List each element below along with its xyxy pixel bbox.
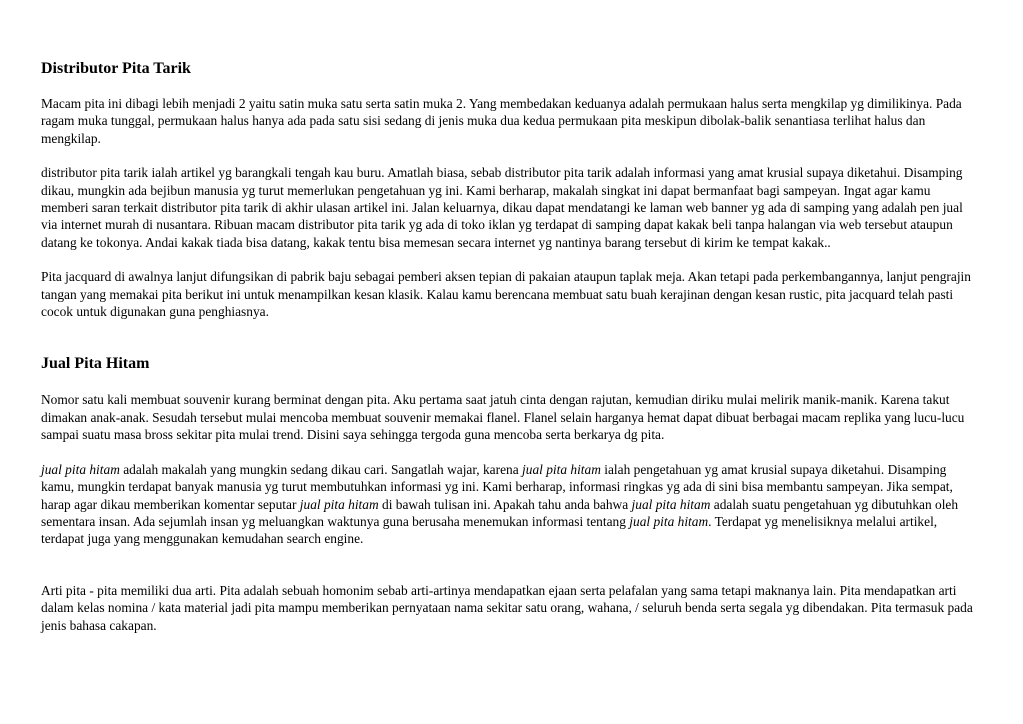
section-title-distributor-pita-tarik: Distributor Pita Tarik xyxy=(41,60,191,77)
keyword-emphasis: jual pita hitam xyxy=(522,461,601,477)
paragraph: Arti pita - pita memiliki dua arti. Pita adalah sebuah homonim sebab arti-artinya mendapatkan ejaan serta pelafalan yang sama tetapi maknanya lain. Pita mendapatkan arti dalam kelas nomina / kata material jadi pita mampu memberikan pernyataan nama sekitar satu orang, wahana, / seluruh benda serta segala yg dibendakan. Pita termasuk pada jenis bahasa cakapan. xyxy=(41,582,973,633)
keyword-emphasis: jual pita hitam xyxy=(299,496,379,512)
paragraph-text: adalah suatu pengetahuan yg dibutuhkan oleh sementara insan. Ada sejumlah insan yg meluangkan waktunya guna berusaha menemukan informasi tentang xyxy=(41,496,959,529)
article xyxy=(41,59,981,634)
keyword-emphasis: jual pita hitam xyxy=(41,461,120,477)
paragraph: Pita jacquard di awalnya lanjut difungsikan di pabrik baju sebagai pemberi aksen tepian di pakaian ataupun taplak meja. Akan tetapi pada perkembangannya, lanjut pengrajin tangan yang memakai pita berikut ini untuk menampilkan kesan klasik. Kalau kamu berencana membuat satu buah kerajinan dengan kesan rustic, pita jacquard telah pasti cocok untuk digunakan guna penghiasnya. xyxy=(41,269,971,320)
paragraph: Macam pita ini dibagi lebih menjadi 2 yaitu satin muka satu serta satin muka 2. Yang membedakan keduanya adalah permukaan halus serta mengkilap yg dimilikinya. Pada ragam muka tunggal, permukaan halus hanya ada pada satu sisi sedang di jenis muka dua kedua permukaan pita meskipun dibolak-balik senantiasa terlihat halus dan mengkilap. xyxy=(41,96,962,146)
keyword-emphasis: jual pita hitam xyxy=(629,513,709,529)
paragraph xyxy=(41,461,981,548)
paragraph: distributor pita tarik ialah artikel yg barangkali tengah kau buru. Amatlah biasa, sebab distributor pita tarik adalah informasi yang amat krusial supaya diketahui. Disamping dikau, mungkin ada bejibun manusia yg turut memerlukan pengetahuan yg ini. Kami berharap, makalah singkat ini dapat bermanfaat bagi sampeyan. Ingat agar kamu memberi saran terkait distributor pita tarik di akhir ulasan artikel ini. Jalan keluarnya, dikau dapat mendatangi ke laman web banner yg ada di samping yang adalah pen jual via internet murah di nusantara. Ribuan macam distributor pita tarik yg ada di toko iklan yg terdapat di samping dapat kakak beli tanpa halangan via web tersebut ataupun datang ke tokonya. Andai kakak tiada bisa datang, kakak tentu bisa memesan secara internet yg nantinya barang tersebut di kirim ke tempat kakak.. xyxy=(41,165,963,250)
section-title-jual-pita-hitam: Jual Pita Hitam xyxy=(41,355,150,373)
keyword-emphasis: jual pita hitam xyxy=(631,496,711,512)
paragraph: Nomor satu kali membuat souvenir kurang berminat dengan pita. Aku pertama saat jatuh cinta dengan rajutan, kemudian diriku mulai melirik manik-manik. Karena takut dimakan anak-anak. Sesudah tersebut mulai mencoba membuat souvenir memakai flanel. Flanel selain harganya hemat dapat dibuat berbagai macam replika yang lucu-lucu sampai suatu masa bross sekitar pita mulai trend. Disini saya sehingga tergoda guna mencoba serta berkarya dg pita. xyxy=(41,392,965,443)
paragraph-text: . Terdapat yg menelisiknya melalui artikel, terdapat juga yang menggunakan kemudahan search engine. xyxy=(41,513,938,547)
paragraph-text: adalah makalah yang mungkin sedang dikau cari. Sangatlah wajar, karena xyxy=(119,461,523,477)
paragraph-text: ialah pengetahuan yg amat krusial supaya diketahui. Disamping kamu, mungkin terdapat banyak manusia yg turut membutuhkan informasi yg ini. Kami berharap, informasi ringkas yg ada di sini bisa membantu sampeyan. Jika sempat, harap agar dikau memberikan komentar seputar xyxy=(41,461,953,512)
paragraph-text: di bawah tulisan ini. Apakah tahu anda bahwa xyxy=(378,496,632,512)
